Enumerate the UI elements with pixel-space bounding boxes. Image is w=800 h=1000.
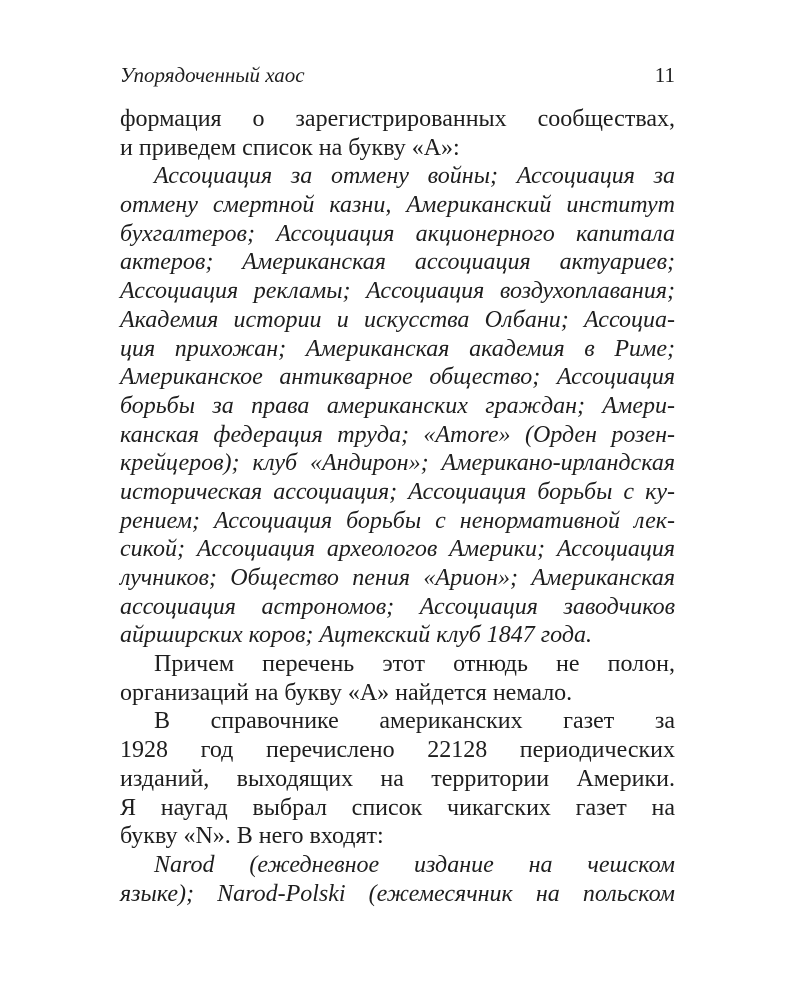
text-line: [120, 564, 675, 593]
text-line-content: Я наугад выбрал список чикагских газет на: [120, 794, 675, 821]
text-line-content: айрширских коров; Ацтекский клуб 1847 года.: [120, 622, 592, 649]
text-line: [120, 449, 675, 478]
text-line: [120, 679, 675, 708]
text-line: [120, 507, 675, 536]
text-line: [120, 822, 675, 851]
text-line-content: ция прихожан; Американская академия в Риме;: [120, 335, 675, 362]
text-line: [120, 535, 675, 564]
text-line-content: историческая ассоциация; Ассоциация борьбы с ку-: [120, 478, 675, 505]
text-line: [120, 851, 675, 880]
text-line: [120, 363, 675, 392]
text-line-content: Narod (ежедневное издание на чешском: [154, 851, 675, 878]
text-line-content: Ассоциация рекламы; Ассоциация воздухоплавания;: [120, 278, 675, 305]
text-line: [120, 650, 675, 679]
text-line-content: Причем перечень этот отнюдь не полон,: [154, 651, 675, 678]
text-line: [120, 707, 675, 736]
text-line: [120, 105, 675, 134]
text-line: [120, 392, 675, 421]
text-line-content: крейцеров); клуб «Андирон»; Американо-ирландская: [120, 450, 675, 477]
text-line: [120, 220, 675, 249]
text-line-content: формация о зарегистрированных сообществах,: [120, 106, 675, 132]
text-line-content: В справочнике американских газет за: [154, 708, 675, 735]
text-line: [120, 248, 675, 277]
text-line: [120, 794, 675, 823]
text-line-content: канская федерация труда; «Amore» (Орден розен-: [120, 421, 675, 448]
text-line-content: бухгалтеров; Ассоциация акционерного капитала: [120, 220, 675, 247]
text-line-content: лучников; Общество пения «Арион»; Американская: [120, 565, 675, 591]
text-line-content: 1928 год перечислено 22128 периодических: [120, 737, 675, 764]
text-line: [120, 736, 675, 765]
text-line: [120, 306, 675, 335]
text-line: [120, 765, 675, 794]
text-line-content: ассоциация астрономов; Ассоциация заводчиков: [120, 593, 675, 620]
running-title: Упорядоченный хаос: [120, 63, 305, 87]
text-line-content: и приведем список на букву «А»:: [120, 134, 460, 161]
text-line-content: актеров; Американская ассоциация актуариев;: [120, 249, 675, 276]
text-line-content: Американское антикварное общество; Ассоциация: [120, 364, 675, 391]
text-line-content: сикой; Ассоциация археологов Америки; Ассоциация: [120, 536, 675, 563]
text-line: [120, 162, 675, 191]
text-line-content: Ассоциация за отмену войны; Ассоциация за: [154, 163, 675, 190]
text-line-content: отмену смертной казни, Американский институт: [120, 192, 675, 219]
text-line: [120, 277, 675, 306]
text-line: [120, 335, 675, 364]
text-line: [120, 421, 675, 450]
text-line: [120, 191, 675, 220]
text-line: [120, 593, 675, 622]
text-line-content: борьбы за права американских граждан; Амери-: [120, 392, 675, 419]
text-line-content: языке); Narod-Polski (ежемесячник на польском: [120, 880, 675, 907]
running-head: [120, 60, 675, 90]
text-line-content: организаций на букву «А» найдется немало.: [120, 679, 573, 706]
page-number: 11: [654, 63, 675, 87]
text-line: [120, 621, 675, 650]
text-line: [120, 478, 675, 507]
text-line-content: букву «N». В него входят:: [120, 823, 384, 850]
body-text: [120, 105, 675, 908]
text-line-content: изданий, выходящих на территории Америки.: [120, 765, 675, 792]
text-line-content: рением; Ассоциация борьбы с ненормативной лек-: [120, 507, 675, 534]
text-line-content: Академия истории и искусства Олбани; Ассоциа-: [120, 306, 675, 333]
text-line: [120, 134, 675, 163]
text-line: [120, 880, 675, 909]
